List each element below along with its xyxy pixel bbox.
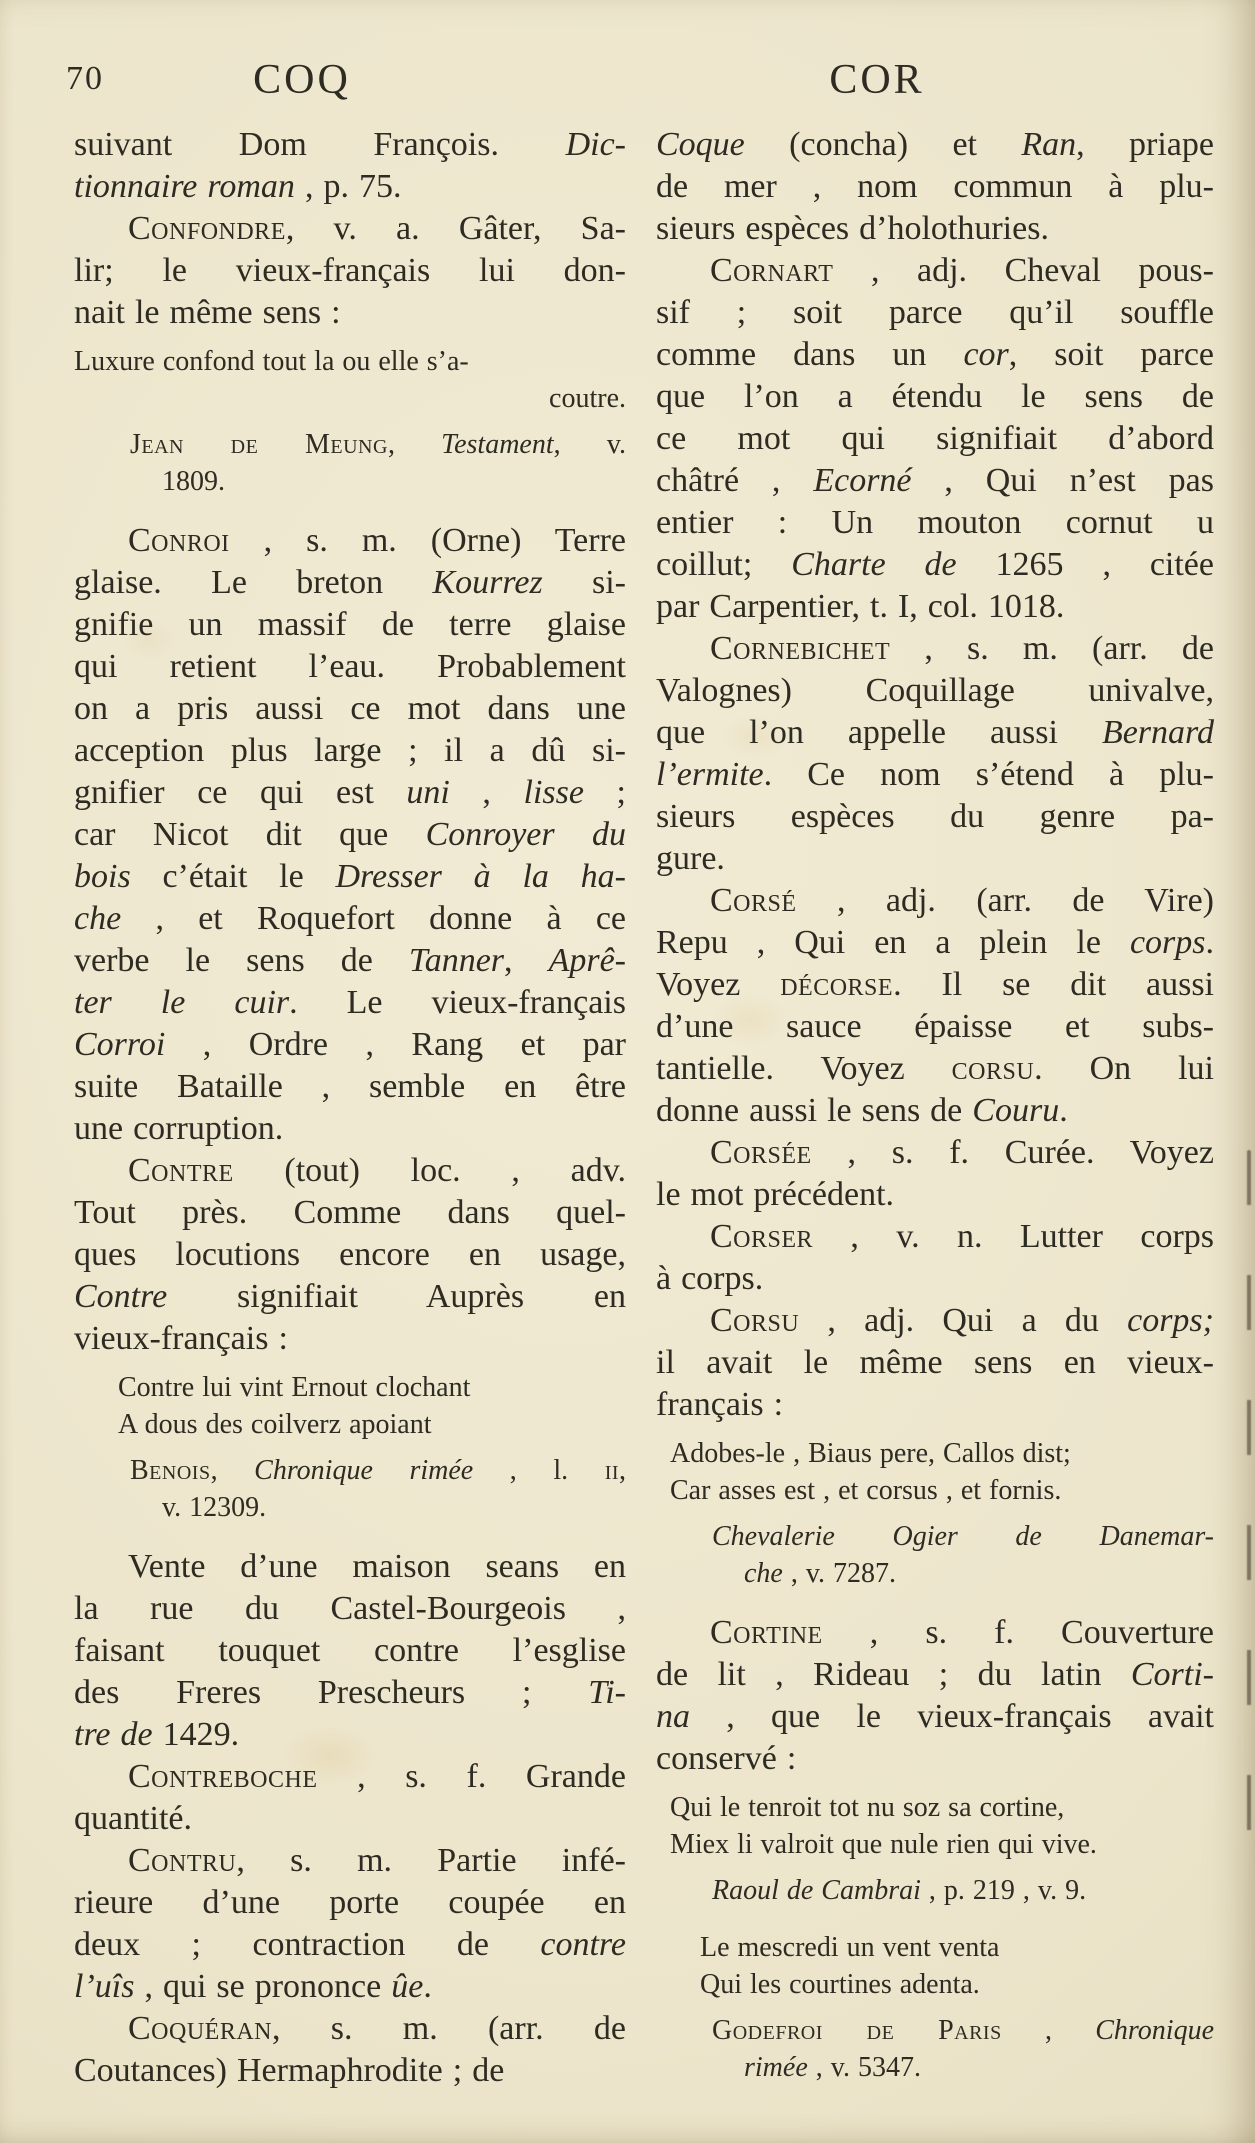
citation-raoul-de-cambrai <box>656 1872 1214 1909</box>
text-line <box>74 343 626 380</box>
italic-text: Corroi <box>74 1026 166 1063</box>
text-line <box>74 1798 626 1840</box>
text-line <box>656 1342 1214 1384</box>
text-line <box>656 880 1214 922</box>
italic-text: tionnaire roman <box>74 168 295 205</box>
small-caps-text: Corsu <box>710 1302 800 1339</box>
entry-cornart <box>656 250 1214 628</box>
text-line <box>744 1555 1214 1592</box>
quote-le-mescredi <box>700 1929 1214 2003</box>
small-caps-text: corsu <box>951 1050 1035 1087</box>
continuation-confins <box>74 124 626 208</box>
text-line <box>74 1276 626 1318</box>
text-segment: 1809. <box>162 466 225 497</box>
text-line <box>656 922 1214 964</box>
text-segment: gnifier ce qui est <box>74 774 407 811</box>
italic-text: Tanner <box>408 942 505 979</box>
text-segment: , priape <box>1076 126 1214 163</box>
para-vente <box>74 1546 626 1756</box>
running-head-left: COQ <box>253 57 351 103</box>
italic-text: contre <box>540 1926 626 1963</box>
text-line <box>656 754 1214 796</box>
text-segment: , adj. Qui a du <box>799 1302 1128 1339</box>
entry-confondre <box>74 208 626 334</box>
text-segment: Contre lui vint Ernout clochant <box>118 1372 471 1403</box>
citation-benois <box>74 1452 626 1526</box>
text-segment: le mot précédent. <box>656 1176 895 1213</box>
italic-text: ûe <box>391 1968 424 2005</box>
text-segment: des Freres Prescheurs ; <box>74 1674 589 1711</box>
text-segment: vieux-français : <box>74 1320 288 1357</box>
text-segment: , soit parce <box>1008 336 1215 373</box>
text-segment: , <box>387 429 442 460</box>
text-line <box>700 1966 1214 2003</box>
text-line <box>700 1929 1214 1966</box>
small-caps-text: Jean de Meung <box>130 429 388 460</box>
text-segment: acception plus large ; il a dû si- <box>74 732 626 769</box>
quote-adobes <box>670 1435 1214 1509</box>
text-line <box>74 688 626 730</box>
text-segment: verbe le sens de <box>74 942 409 979</box>
quote-qui-le-tenroit <box>670 1789 1214 1863</box>
citation-chevalerie-ogier <box>656 1518 1214 1592</box>
text-line <box>162 463 626 500</box>
text-line <box>656 1384 1214 1426</box>
small-caps-text: Benois <box>130 1455 211 1486</box>
text-line <box>74 1546 626 1588</box>
text-line <box>656 1612 1214 1654</box>
text-line <box>656 292 1214 334</box>
text-line <box>744 2049 1214 2086</box>
italic-text: Ti- <box>588 1674 626 1711</box>
text-segment: , Ordre , Rang et par <box>165 1026 626 1063</box>
italic-text: Testament <box>441 429 554 460</box>
text-segment: , s. f. Grande <box>317 1758 626 1795</box>
small-caps-text: Contreboche <box>128 1758 318 1795</box>
italic-text: l’uîs <box>74 1968 135 2005</box>
text-line <box>656 628 1214 670</box>
citation-jean-de-meung <box>74 426 626 500</box>
text-line <box>712 2012 1214 2049</box>
entry-contre <box>74 1150 626 1360</box>
text-segment: gnifie un massif de terre glaise <box>74 606 626 643</box>
text-segment: , s. m. (arr. de <box>890 630 1214 667</box>
text-segment: , s. m. (arr. de <box>272 2010 626 2047</box>
text-line <box>656 1090 1214 1132</box>
text-segment: de mer , nom commun à plu- <box>656 168 1214 205</box>
text-segment: , v. 7287. <box>782 1558 897 1589</box>
text-segment: signifiait Auprès en <box>167 1278 626 1315</box>
small-caps-text: Corsé <box>710 882 797 919</box>
text-line <box>656 124 1214 166</box>
text-segment: suite Bataille , semble en être <box>74 1068 626 1105</box>
text-line <box>118 1406 626 1443</box>
italic-text: Ecorné <box>813 462 912 499</box>
text-line <box>656 460 1214 502</box>
text-segment: , et Roquefort donne à ce <box>121 900 626 937</box>
text-line <box>656 1654 1214 1696</box>
quote-contre-lui <box>118 1369 626 1443</box>
text-segment: faisant touquet contre l’esglise <box>74 1632 626 1669</box>
text-line <box>74 166 626 208</box>
text-line <box>74 208 626 250</box>
text-line <box>74 898 626 940</box>
text-segment: 1265 , citée <box>956 546 1214 583</box>
page-header <box>0 0 1255 124</box>
text-line <box>656 1696 1214 1738</box>
text-line <box>74 1234 626 1276</box>
italic-text: bois <box>74 858 131 895</box>
text-line <box>656 1174 1214 1216</box>
text-segment: , qui se prononce <box>134 1968 392 2005</box>
small-caps-text: Coquéran <box>128 2010 273 2047</box>
text-line <box>74 1882 626 1924</box>
text-segment: Valognes) Coquillage univalve, <box>656 672 1214 709</box>
text-line <box>74 1588 626 1630</box>
text-segment: (concha) et <box>744 126 1022 163</box>
header-left-column <box>66 56 626 104</box>
text-segment: sieurs espèces du genre pa- <box>656 798 1214 835</box>
italic-text: Ran <box>1021 126 1077 163</box>
column-left <box>74 124 626 2106</box>
citation-godefroi-de-paris <box>656 2012 1214 2086</box>
text-segment: , v. n. Lutter corps <box>813 1218 1214 1255</box>
text-segment: à corps. <box>656 1260 764 1297</box>
text-segment: sieurs espèces d’holothuries. <box>656 210 1049 247</box>
italic-text: Bernard <box>1101 714 1214 751</box>
text-segment: Voyez <box>656 966 781 1003</box>
text-line <box>74 1672 626 1714</box>
text-segment: . On lui <box>1034 1050 1214 1087</box>
text-segment: glaise. Le breton <box>74 564 433 601</box>
text-segment: de lit , Rideau ; du latin <box>656 1656 1131 1693</box>
text-segment: la rue du Castel-Bourgeois , <box>74 1590 626 1627</box>
running-head-right: COR <box>829 57 925 103</box>
text-segment: , s. m. (Orne) Terre <box>229 522 626 559</box>
text-line <box>74 1024 626 1066</box>
text-line <box>74 250 626 292</box>
text-segment: sif ; soit parce qu’il souffle <box>656 294 1214 331</box>
text-line <box>656 586 1214 628</box>
text-line <box>74 520 626 562</box>
text-line <box>74 646 626 688</box>
italic-text: Conroyer du <box>425 816 627 853</box>
text-segment: que l’on a étendu le sens de <box>656 378 1214 415</box>
small-caps-text: Corser <box>710 1218 814 1255</box>
text-segment: c’était le <box>130 858 336 895</box>
text-segment: , v. a. Gâter, Sa- <box>285 210 626 247</box>
text-line <box>656 1216 1214 1258</box>
text-segment: d’une sauce épaisse et subs- <box>656 1008 1214 1045</box>
text-line <box>74 604 626 646</box>
text-columns <box>0 124 1255 2106</box>
small-caps-text: Godefroi de Paris <box>712 2015 1002 2046</box>
text-segment: une corruption. <box>74 1110 284 1147</box>
text-line <box>74 940 626 982</box>
text-line <box>656 838 1214 880</box>
text-line <box>712 1872 1214 1909</box>
italic-text: Chronique rimée <box>254 1455 474 1486</box>
text-segment: A dous des coilverz apoiant <box>118 1409 432 1440</box>
text-line <box>74 982 626 1024</box>
small-caps-text: Conroi <box>128 522 230 559</box>
small-caps-text: Cornart <box>710 252 834 289</box>
text-line <box>656 670 1214 712</box>
text-segment: Le mescredi un vent venta <box>700 1932 1000 1963</box>
text-line <box>74 562 626 604</box>
italic-text: Aprê- <box>548 942 627 979</box>
text-segment: , <box>619 1455 627 1486</box>
text-line <box>656 1258 1214 1300</box>
italic-text: corps <box>1129 924 1206 961</box>
text-line <box>74 1192 626 1234</box>
text-line <box>656 1048 1214 1090</box>
text-segment: coutre. <box>549 383 626 414</box>
text-line <box>74 2008 626 2050</box>
entry-corsee <box>656 1132 1214 1216</box>
column-right <box>656 124 1214 2106</box>
text-line <box>130 1452 626 1489</box>
small-caps-text: Confondre <box>128 210 286 247</box>
text-segment: nait le même sens : <box>74 294 341 331</box>
text-line <box>74 380 626 417</box>
text-segment: , p. 75. <box>294 168 402 205</box>
text-line <box>656 544 1214 586</box>
text-line <box>118 1369 626 1406</box>
italic-text: na <box>656 1698 690 1735</box>
text-segment: gure. <box>656 840 725 877</box>
text-line <box>656 250 1214 292</box>
text-line <box>656 502 1214 544</box>
text-line <box>670 1826 1214 1863</box>
small-caps-text: Contre <box>128 1152 234 1189</box>
text-line <box>74 1966 626 2008</box>
text-line <box>670 1472 1214 1509</box>
italic-text: uni <box>406 774 450 811</box>
text-line <box>656 712 1214 754</box>
text-line <box>74 1150 626 1192</box>
text-segment: par Carpentier, t. I, col. 1018. <box>656 588 1065 625</box>
text-segment: , <box>210 1455 255 1486</box>
text-segment: , l. <box>473 1455 605 1486</box>
text-segment: coillut; <box>656 546 792 583</box>
text-line <box>74 814 626 856</box>
text-segment: deux ; contraction de <box>74 1926 541 1963</box>
text-line <box>656 334 1214 376</box>
text-line <box>656 1132 1214 1174</box>
text-segment: 1429. <box>152 1716 240 1753</box>
italic-text: Chronique <box>1095 2015 1214 2046</box>
text-line <box>656 418 1214 460</box>
text-line <box>656 376 1214 418</box>
text-segment: que l’on appelle aussi <box>656 714 1102 751</box>
text-line <box>656 964 1214 1006</box>
italic-text: Dic- <box>565 126 626 163</box>
entry-corsu <box>656 1300 1214 1426</box>
text-line <box>74 1840 626 1882</box>
text-line <box>656 208 1214 250</box>
text-segment: , <box>504 942 549 979</box>
text-segment: suivant Dom François. <box>74 126 566 163</box>
text-segment: quantité. <box>74 1800 193 1837</box>
text-segment: , p. 219 , v. 9. <box>920 1875 1087 1906</box>
text-line <box>656 1738 1214 1780</box>
small-caps-text: Contru <box>128 1842 237 1879</box>
italic-text: l’ermite <box>656 756 764 793</box>
text-line <box>74 1756 626 1798</box>
text-line <box>74 772 626 814</box>
text-line <box>656 1006 1214 1048</box>
text-segment: Qui les courtines adenta. <box>700 1969 980 2000</box>
entry-contru <box>74 1840 626 2008</box>
text-segment: Qui le tenroit tot nu soz sa cortine, <box>670 1792 1065 1823</box>
header-right-column <box>656 56 1214 104</box>
text-segment: donne aussi le sens de <box>656 1092 973 1129</box>
text-segment: ; <box>583 774 627 811</box>
text-segment: , adj. (arr. de Vire) <box>796 882 1214 919</box>
text-segment: . Il se dit aussi <box>893 966 1214 1003</box>
text-segment: car Nicot dit que <box>74 816 426 853</box>
text-segment: Miex li valroit que nule rien qui vive. <box>670 1829 1097 1860</box>
text-segment: châtré , <box>656 462 814 499</box>
text-segment: Repu , Qui en a plein le <box>656 924 1130 961</box>
entry-coqueran <box>74 2008 626 2092</box>
text-segment: , <box>1001 2015 1096 2046</box>
text-line <box>712 1518 1214 1555</box>
small-caps-text: décorse <box>780 966 894 1003</box>
italic-text: Dresser à la ha- <box>335 858 626 895</box>
text-line <box>74 1066 626 1108</box>
entry-corse <box>656 880 1214 1132</box>
text-line <box>162 1489 626 1526</box>
text-segment: , Qui n’est pas <box>911 462 1214 499</box>
text-segment: entier : Un mouton cornut u <box>656 504 1214 541</box>
text-segment: lir; le vieux-français lui don- <box>74 252 626 289</box>
italic-text: cor <box>963 336 1009 373</box>
text-line <box>74 124 626 166</box>
text-segment: , s. f. Curée. Voyez <box>811 1134 1214 1171</box>
entry-corser <box>656 1216 1214 1300</box>
text-segment: on a pris aussi ce mot dans une <box>74 690 626 727</box>
text-line <box>130 426 626 463</box>
text-segment: Luxure confond tout la ou elle s’a- <box>74 346 469 377</box>
small-caps-text: ii <box>604 1455 620 1486</box>
text-segment: Adobes-le , Biaus pere, Callos dist; <box>670 1438 1071 1469</box>
small-caps-text: Cortine <box>710 1614 823 1651</box>
entry-cortine <box>656 1612 1214 1780</box>
small-caps-text: Cornebichet <box>710 630 891 667</box>
text-line <box>74 856 626 898</box>
text-segment: , s. f. Couverture <box>822 1614 1214 1651</box>
text-segment: . <box>1059 1092 1068 1129</box>
entry-conroi <box>74 520 626 1150</box>
text-segment: rieure d’une porte coupée en <box>74 1884 626 1921</box>
text-segment: (tout) loc. , adv. <box>233 1152 626 1189</box>
text-segment: Vente d’une maison seans en <box>128 1548 626 1585</box>
text-segment: comme dans un <box>656 336 964 373</box>
italic-text: ter le cuir <box>74 984 290 1021</box>
italic-text: Contre <box>74 1278 168 1315</box>
text-segment: ce mot qui signifiait d’abord <box>656 420 1214 457</box>
italic-text: rimée <box>744 2052 808 2083</box>
text-line <box>656 166 1214 208</box>
text-segment: . <box>1205 924 1214 961</box>
text-segment: si- <box>542 564 627 601</box>
continuation-coqueran <box>656 124 1214 250</box>
text-segment: Tout près. Comme dans quel- <box>74 1194 626 1231</box>
text-segment: , <box>449 774 524 811</box>
text-segment: , adj. Cheval pous- <box>833 252 1214 289</box>
small-caps-text: Corsée <box>710 1134 812 1171</box>
italic-text: corps; <box>1127 1302 1214 1339</box>
text-segment: . Ce nom s’étend à plu- <box>763 756 1214 793</box>
page-edge-marks <box>1247 1150 1251 1850</box>
text-segment: , s. m. Partie infé- <box>236 1842 626 1879</box>
text-line <box>656 796 1214 838</box>
text-line <box>74 1108 626 1150</box>
text-line <box>74 1714 626 1756</box>
text-line <box>670 1435 1214 1472</box>
text-segment: . Le vieux-français <box>289 984 626 1021</box>
italic-text: Corti- <box>1130 1656 1214 1693</box>
text-segment: , que le vieux-français avait <box>690 1698 1214 1735</box>
text-segment: il avait le même sens en vieux- <box>656 1344 1214 1381</box>
text-line <box>74 2050 626 2092</box>
italic-text: Coque <box>656 126 745 163</box>
page-number: 70 <box>66 60 104 97</box>
text-segment: ques locutions encore en usage, <box>74 1236 626 1273</box>
italic-text: che <box>74 900 122 937</box>
italic-text: Raoul de Cambrai <box>712 1875 921 1906</box>
text-line <box>74 1630 626 1672</box>
text-line <box>74 1924 626 1966</box>
text-line <box>656 1300 1214 1342</box>
text-segment: , v. 5347. <box>807 2052 921 2083</box>
italic-text: Chevalerie Ogier de Danemar- <box>712 1521 1214 1552</box>
quote-luxure <box>74 343 626 417</box>
italic-text: Charte de <box>791 546 957 583</box>
italic-text: che <box>744 1558 783 1589</box>
italic-text: Kourrez <box>432 564 543 601</box>
text-segment: Coutances) Hermaphrodite ; de <box>74 2052 505 2089</box>
text-line <box>74 730 626 772</box>
text-line <box>74 292 626 334</box>
text-segment: conservé : <box>656 1740 797 1777</box>
text-segment: , v. <box>553 429 627 460</box>
italic-text: tre de <box>74 1716 153 1753</box>
text-segment: . <box>423 1968 432 2005</box>
entry-contreboche <box>74 1756 626 1840</box>
text-segment: français : <box>656 1386 784 1423</box>
italic-text: Couru <box>972 1092 1060 1129</box>
italic-text: lisse <box>523 774 584 811</box>
text-segment: qui retient l’eau. Probablement <box>74 648 626 685</box>
entry-cornebichet <box>656 628 1214 880</box>
text-segment: Car asses est , et corsus , et fornis. <box>670 1475 1062 1506</box>
text-line <box>74 1318 626 1360</box>
text-segment: v. 12309. <box>162 1492 267 1523</box>
text-line <box>670 1789 1214 1826</box>
text-segment: tantielle. Voyez <box>656 1050 952 1087</box>
